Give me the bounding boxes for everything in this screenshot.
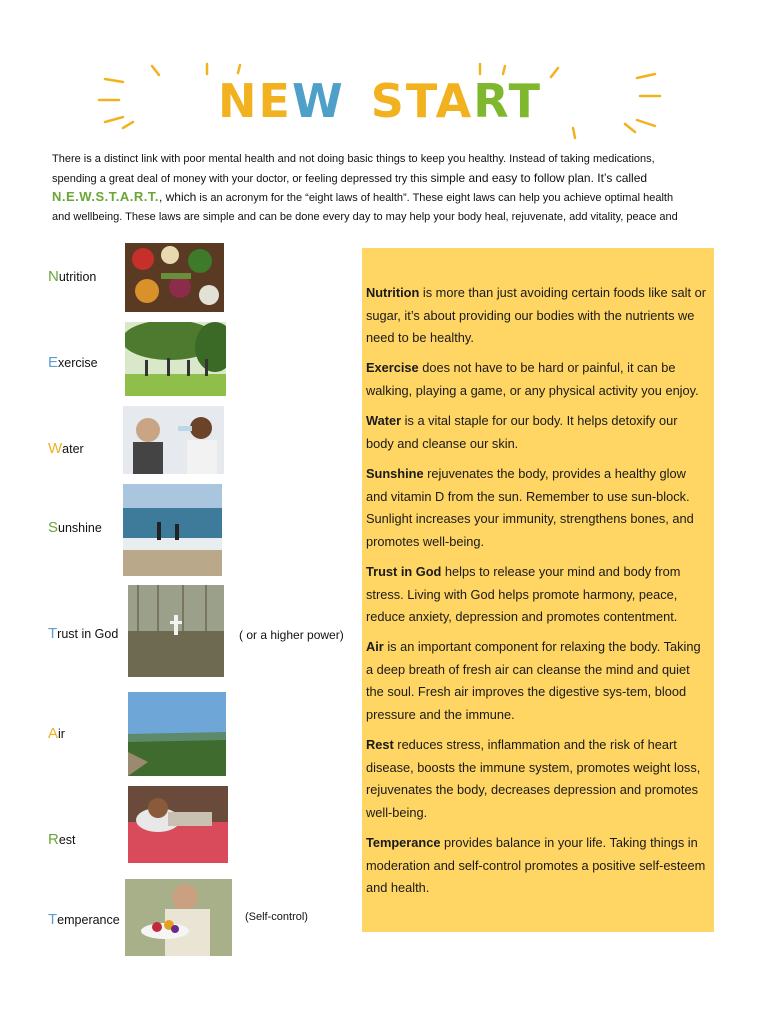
intro-line-2: spending a great deal of money with your doctor, or feeling depressed try this simple and easy to follow plan. It’s called <box>52 170 648 185</box>
acronym: N.E.W.S.T.A.R.T. <box>52 189 159 204</box>
desc-rest: Rest reduces stress, inflammation and the risk of heart disease, boosts the immune system, promotes weight loss, rejuvenates the body, decreases depression and promotes well-being. <box>366 737 701 821</box>
title-banner <box>95 60 665 140</box>
trust-in-god-photo <box>128 585 224 677</box>
trust-note: ( or a higher power) <box>239 628 344 642</box>
intro-line-4: and wellbeing. These laws are simple and can be done every day to may help your body heal, rejuvenate, add vitality, peace and <box>52 210 678 223</box>
air-photo <box>128 692 226 776</box>
rest-photo <box>128 786 228 863</box>
law-air: Air <box>48 725 65 742</box>
desc-trust-in-god: Trust in God helps to release your mind and body from stress. Living with God helps promote harmony, peace, reduce anxiety, depression and promotes contentment. <box>366 563 681 625</box>
descriptions-panel <box>362 248 714 932</box>
law-sunshine: Sunshine <box>48 519 102 536</box>
law-nutrition: Nutrition <box>48 268 97 285</box>
desc-temperance: Temperance provides balance in your life. Taking things in moderation and self-control promotes a positive self-esteem and health. <box>366 835 706 896</box>
intro-paragraph <box>52 150 712 226</box>
desc-sunshine: Sunshine rejuvenates the body, provides a healthy glow and vitamin D from the sun. Remember to use sun-block. Sunlight increases your immunity, strengthens bones, and promotes well-being. <box>366 465 694 549</box>
desc-water: Water is a vital staple for our body. It helps detoxify our body and cleanse our skin. <box>366 413 678 451</box>
desc-air: Air is an important component for relaxing the body. Taking a deep breath of fresh air can cleanse the mind and quiet the soul. Fresh air improves the digestive sys-tem, blood pressure and the immune. <box>366 639 701 723</box>
nutrition-photo <box>125 243 224 312</box>
law-trust-in-god: Trust in God <box>48 625 119 642</box>
water-photo <box>123 406 224 474</box>
temperance-note: (Self-control) <box>245 911 308 923</box>
law-rest: Rest <box>48 831 76 848</box>
law-exercise: Exercise <box>48 354 98 371</box>
desc-nutrition: Nutrition is more than just avoiding certain foods like salt or sugar, it’s about providing our bodies with the nutrients we need to be healthy. <box>366 285 706 346</box>
page-title: NEW START <box>218 74 542 128</box>
law-temperance: Temperance <box>48 911 120 928</box>
descriptions-text <box>366 282 706 908</box>
temperance-photo <box>125 879 232 956</box>
law-water: Water <box>48 440 84 457</box>
exercise-photo <box>125 322 226 396</box>
sunshine-photo <box>123 484 222 576</box>
intro-line-3: N.E.W.S.T.A.R.T., which is an acronym for the “eight laws of health”. These eight laws can help you achieve optimal health <box>52 189 674 204</box>
desc-exercise: Exercise does not have to be hard or painful, it can be walking, playing a game, or any physical activity you enjoy. <box>366 360 699 398</box>
intro-line-1: There is a distinct link with poor mental health and not doing basic things to keep you healthy. Instead of taking medications, <box>52 153 655 165</box>
